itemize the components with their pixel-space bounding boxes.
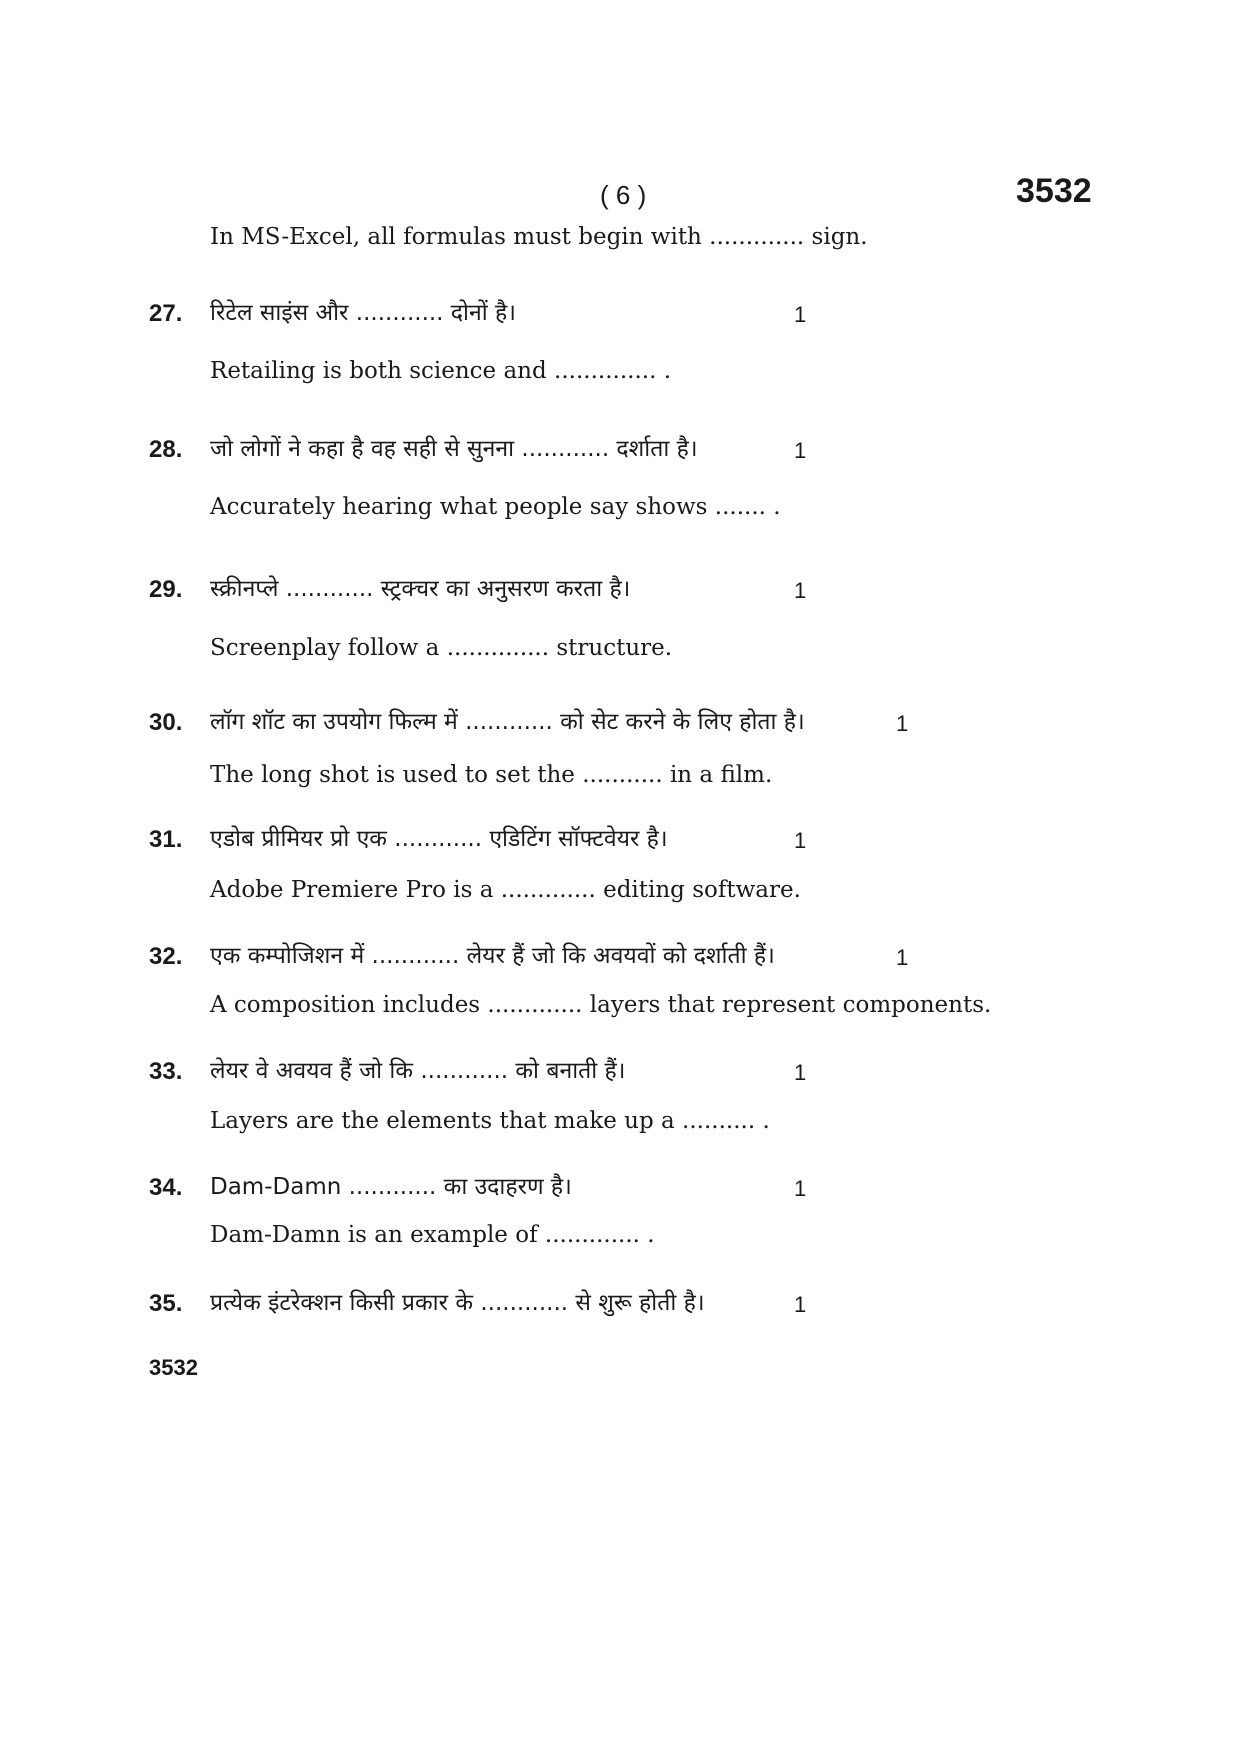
- question-hindi: Dam-Damn ............ का उदाहरण है।: [210, 1174, 572, 1200]
- question-number: 28.: [149, 436, 183, 463]
- question-number: 30.: [149, 709, 183, 736]
- question-marks: 1: [794, 578, 807, 603]
- question-hindi: जो लोगों ने कहा है वह सही से सुनना ............ दर्शाता है।: [210, 436, 698, 462]
- question-marks: 1: [896, 711, 909, 736]
- question-hindi: लेयर वे अवयव हैं जो कि ............ को बनाती हैं।: [210, 1058, 626, 1084]
- question-number: 27.: [149, 300, 183, 327]
- question-number: 33.: [149, 1058, 183, 1085]
- question-marks: 1: [896, 945, 909, 970]
- question-hindi: एडोब प्रीमियर प्रो एक ............ एडिटिंग सॉफ्टवेयर है।: [210, 826, 668, 852]
- question-number: 34.: [149, 1174, 183, 1201]
- question-marks: 1: [794, 828, 807, 853]
- question-number: 32.: [149, 943, 183, 970]
- question-english: Retailing is both science and .............. .: [210, 358, 672, 384]
- question-hindi: एक कम्पोजिशन में ............ लेयर हैं जो कि अवयवों को दर्शाती हैं।: [210, 943, 775, 969]
- paper-code-footer: 3532: [149, 1355, 198, 1380]
- question-number: 31.: [149, 826, 183, 853]
- question-hindi: लॉग शॉट का उपयोग फिल्म में ............ को सेट करने के लिए होता है।: [210, 709, 805, 735]
- question-hindi: स्क्रीनप्ले ............ स्ट्रक्चर का अनुसरण करता है।: [210, 576, 631, 602]
- question-marks: 1: [794, 1176, 807, 1201]
- paper-code-header: 3532: [1016, 172, 1092, 210]
- question-english: Accurately hearing what people say shows ....... .: [210, 494, 781, 520]
- question-english: Adobe Premiere Pro is a ............. editing software.: [210, 877, 801, 903]
- question-number: 29.: [149, 576, 183, 603]
- question-english: A composition includes ............. layers that represent components.: [210, 992, 992, 1018]
- question-hindi: रिटेल साइंस और ............ दोनों है।: [210, 300, 516, 326]
- question-number: 35.: [149, 1290, 183, 1317]
- page-number: ( 6 ): [600, 180, 647, 210]
- carryover-question-english: In MS-Excel, all formulas must begin with ............. sign.: [210, 224, 868, 250]
- question-hindi: प्रत्येक इंटरेक्शन किसी प्रकार के ............ से शुरू होती है।: [210, 1290, 705, 1316]
- question-english: The long shot is used to set the ........... in a film.: [210, 762, 773, 788]
- question-english: Screenplay follow a .............. structure.: [210, 635, 673, 661]
- question-marks: 1: [794, 438, 807, 463]
- question-english: Dam-Damn is an example of ............. .: [210, 1222, 655, 1248]
- question-marks: 1: [794, 1060, 807, 1085]
- question-english: Layers are the elements that make up a .......... .: [210, 1108, 770, 1134]
- question-marks: 1: [794, 302, 807, 327]
- question-marks: 1: [794, 1292, 807, 1317]
